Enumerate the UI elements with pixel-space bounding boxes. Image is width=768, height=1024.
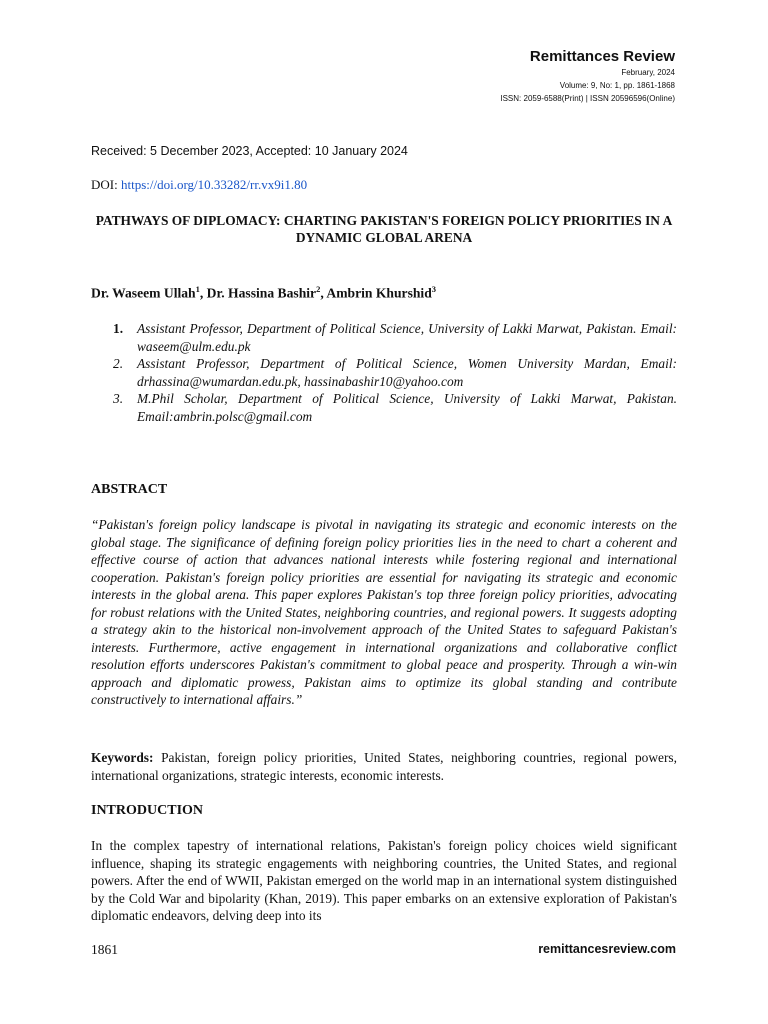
affiliation-text: Assistant Professor, Department of Political Science, University of Lakki Marwat, Pakistan. Email: waseem@ulm.edu.pk (137, 321, 677, 354)
keywords-label: Keywords: (91, 750, 154, 765)
affiliation-number: 3. (113, 391, 124, 406)
keywords-text: Pakistan, foreign policy priorities, United States, neighboring countries, regional powers, international organizations, strategic interests, economic interests. (91, 750, 677, 783)
page-number: 1861 (91, 942, 118, 957)
journal-title: Remittances Review (529, 48, 675, 65)
affiliation-number: 1. (113, 321, 124, 336)
doi-link[interactable]: https://doi.org/10.33282/rr.vx9i1.80 (120, 177, 308, 192)
affiliation-item (113, 320, 677, 355)
volume-info: Volume: 9, No: 1, pp. 1861-1868 (559, 81, 675, 90)
received-dates: Received: 5 December 2023, Accepted: 10 January 2024 (91, 144, 408, 158)
affiliation-text: M.Phil Scholar, Department of Political Science, University of Lakki Marwat, Pakistan. Email:ambrin.polsc@gmail.com (137, 391, 677, 424)
affiliation-item (113, 390, 677, 425)
footer-website: remittancesreview.com (538, 942, 676, 956)
doi-line (91, 177, 307, 193)
affiliation-item (113, 355, 677, 390)
paper-title: PATHWAYS OF DIPLOMACY: CHARTING PAKISTAN'S FOREIGN POLICY PRIORITIES IN A DYNAMIC GLOBAL ARENA (95, 213, 673, 245)
affiliation-number: 2. (113, 356, 124, 371)
author-name: Dr. Hassina Bashir (206, 285, 317, 301)
author-superscript: 3 (431, 284, 437, 294)
doi-label: DOI: (91, 177, 121, 192)
introduction-heading: INTRODUCTION (91, 803, 204, 818)
issn-info: ISSN: 2059-6588(Print) | ISSN 20596596(Online) (500, 94, 675, 103)
author-name: Ambrin Khurshid (326, 285, 432, 301)
introduction-text: In the complex tapestry of international relations, Pakistan's foreign policy choices wield significant influence, shaping its strategic engagements with neighboring countries, the United States, and regional powers. After the end of WWII, Pakistan emerged on the world map in an international system distinguished by the Cold War and bipolarity (Khan, 2019). This paper embarks on an extensive exploration of Pakistan's diplomatic endeavors, delving deep into its (91, 838, 677, 923)
abstract-text: “Pakistan's foreign policy landscape is pivotal in navigating its strategic and economic interests on the global stage. The significance of defining foreign policy priorities lies in the need to chart a coherent and effective course of action that advances national interests while fostering regional and international cooperation. Pakistan's foreign policy priorities are essential for navigating its strategic and economic interests in the global arena. This paper explores Pakistan's top three foreign policy priorities, advocating for robust relations with the United States, neighboring countries, and regional powers. It suggests adopting a strategy akin to the historical non-involvement approach of the United States to safeguard Pakistan's interests. Furthermore, active engagement in international organizations and collaborative conflict resolution efforts underscores Pakistan's commitment to global peace and prosperity. Through a win-win approach and diplomatic prowess, Pakistan aims to optimize its global standing and contribute constructively to international affairs.” (91, 517, 677, 707)
abstract-heading: ABSTRACT (91, 482, 168, 497)
affiliation-text: Assistant Professor, Department of Political Science, Women University Mardan, Email: drhassina@wumardan.edu.pk, hassinabashir10@yahoo.com (137, 356, 677, 389)
affiliation-list (113, 320, 677, 425)
author-superscript: 1 (195, 284, 200, 294)
author-separator: , (199, 285, 207, 301)
keywords-line (91, 749, 677, 785)
issue-date: February, 2024 (621, 68, 675, 77)
journal-header (500, 48, 675, 105)
author-list (91, 284, 436, 302)
author-superscript: 2 (316, 284, 321, 294)
author-separator: , (320, 285, 327, 301)
author-name: Dr. Waseem Ullah (91, 285, 196, 301)
